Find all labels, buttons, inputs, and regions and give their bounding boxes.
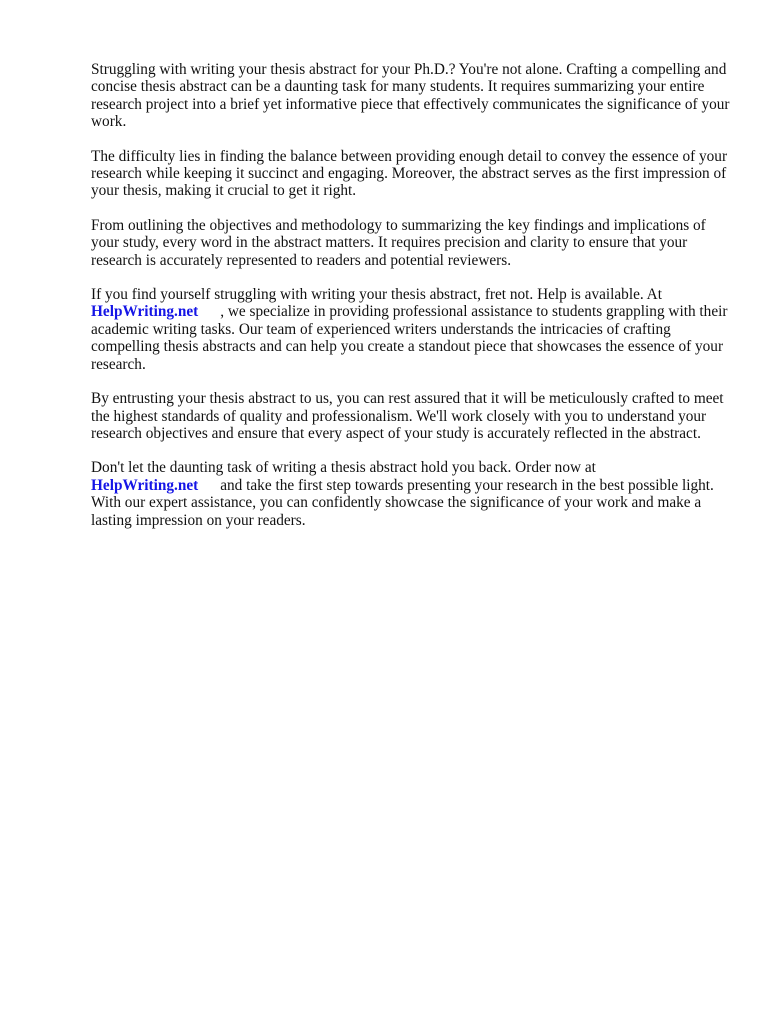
paragraph-order (91, 459, 731, 529)
paragraph-help-lead: If you find yourself struggling with writing your thesis abstract, fret not. Help is available. At (91, 286, 662, 304)
paragraph-difficulty: The difficulty lies in finding the balance between providing enough detail to convey the essence of your research while keeping it succinct and engaging. Moreover, the abstract serves as the first impression of your thesis, making it crucial to get it right. (91, 147, 728, 200)
paragraph-help-rest: , we specialize in providing professional assistance to students grappling with their academic writing tasks. Our team of experienced writers understands the intricacies of crafting compelling thesis abstracts and can help you create a standout piece that showcases the essence of your research. (91, 303, 728, 373)
paragraph-order-rest: and take the first step towards presenting your research in the best possible light. With our expert assistance, you can confidently showcase the significance of your work and make a lasting impression on your readers. (91, 476, 714, 529)
paragraph-objectives: From outlining the objectives and methodology to summarizing the key findings and implications of your study, every word in the abstract matters. It requires precision and clarity to ensure that your research is accurately represented to readers and potential reviewers. (91, 216, 706, 269)
paragraph-help (91, 286, 731, 373)
paragraph-intro: Struggling with writing your thesis abstract for your Ph.D.? You're not alone. Crafting a compelling and concise thesis abstract can be a daunting task for many students. It requires summarizing your entire research project into a brief yet informative piece that effectively communicates the significance of your work. (91, 61, 730, 131)
document-page (91, 61, 731, 546)
helpwriting-link-order[interactable]: HelpWriting.net (91, 476, 199, 494)
paragraph-entrusting: By entrusting your thesis abstract to us, you can rest assured that it will be meticulously crafted to meet the highest standards of quality and professionalism. We'll work closely with you to understand your research objectives and ensure that every aspect of your study is accurately reflected in the abstract. (91, 390, 724, 442)
helpwriting-link[interactable]: HelpWriting.net (91, 303, 199, 321)
paragraph-order-lead: Don't let the daunting task of writing a thesis abstract hold you back. Order now at (91, 459, 596, 477)
